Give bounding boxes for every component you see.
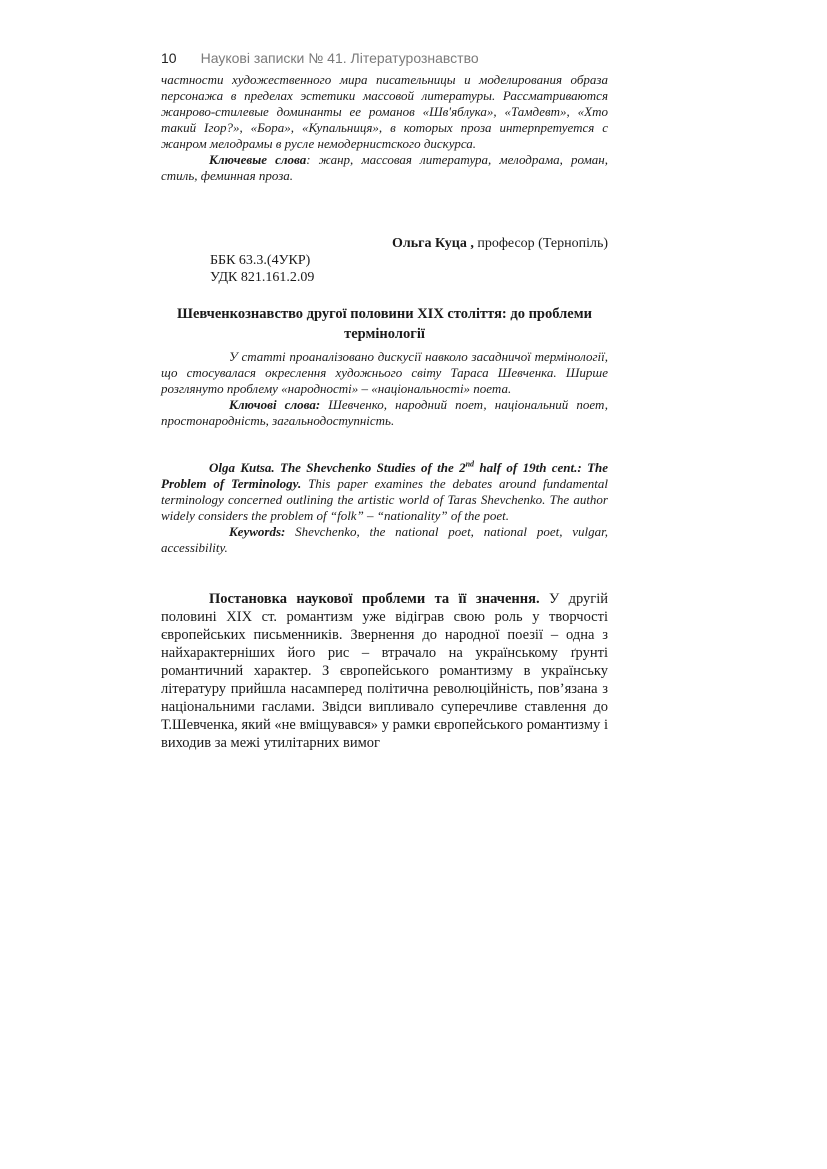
previous-abstract-text: частности художественного мира писательницы и моделирования образа персонажа в пределах эстетики массовой литературы. Рассматриваются жанрово-стилевые доминанты ее романов «Шв'яблука», «Тамдевт», «Хто такий Ігор?», «Бора», «Купальниця», в которых проза интерпретуется с жанром мелодрамы в русле немодернистского дискурса. — [161, 72, 608, 151]
abstract-ua — [161, 349, 608, 429]
section-heading: Постановка наукової проблеми та її значення. — [209, 591, 540, 607]
abstract-en-keywords-label: Keywords: — [229, 524, 286, 539]
previous-keywords-label: Ключевые слова — [209, 152, 307, 167]
body-text — [161, 590, 608, 752]
abstract-en-title-sup: nd — [465, 459, 475, 469]
author-position: професор (Тернопіль) — [473, 236, 608, 251]
abstract-en-text: This paper examines the debates around fundamental terminology concerned outlining the artistic world of Taras Shevchenko. The author widely considers the problem of “folk” – “nationality” of the poet. — [161, 476, 608, 523]
journal-title: Наукові записки № 41. Літературознавство — [200, 50, 479, 66]
abstract-en-keywords: Shevchenko, the national poet, national poet, vulgar, accessibility. — [161, 524, 608, 555]
abstract-en-title-b: half of 19th cent.: The Problem of Terminology. — [161, 460, 609, 491]
udk-code: УДК 821.161.2.09 — [210, 270, 315, 285]
classification-codes — [210, 252, 314, 286]
bbk-code: ББК 63.3.(4УКР) — [210, 253, 311, 268]
article-title: Шевченкознавство другої половини ХІХ століття: до проблеми термінології — [177, 306, 592, 342]
running-header — [161, 50, 479, 66]
abstract-ua-keywords-label: Ключові слова: — [229, 397, 321, 412]
abstract-en-title-a: Olga Kutsa. The Shevchenko Studies of the 2 — [209, 460, 466, 475]
abstract-en — [161, 460, 608, 556]
page-number: 10 — [161, 50, 177, 66]
previous-keywords: : жанр, массовая литература, мелодрама, роман, стиль, феминная проза. — [161, 152, 608, 183]
abstract-ua-keywords: Шевченко, народний поет, національний поет, простонародність, загальнодоступність. — [161, 397, 608, 428]
author-name: Ольга Куца , — [391, 236, 474, 251]
body-paragraph: У другій половині ХІХ ст. романтизм уже відіграв свою роль у творчості європейських письменників. Звернення до народної поезії – одна з найхарактерніших його рис – втрачало на українському ґрунті романтичний характер. З європейського романтизму в українську літературу прийшла насамперед політична революційність, пов’язана з національними гаслами. Звідси випливало суперечливе ставлення до Т.Шевченка, який «не вміщувався» у рамки європейського романтизму і виходив за межі утилітарних вимог — [161, 591, 608, 751]
abstract-ua-text: У статті проаналізовано дискусії навколо засадничої термінології, що стосувалася окреслення художнього світу Тараса Шевченка. Ширше розглянуто проблему «народності» – «національності» поета. — [161, 349, 608, 396]
previous-abstract — [161, 72, 608, 184]
author-line — [161, 235, 608, 252]
